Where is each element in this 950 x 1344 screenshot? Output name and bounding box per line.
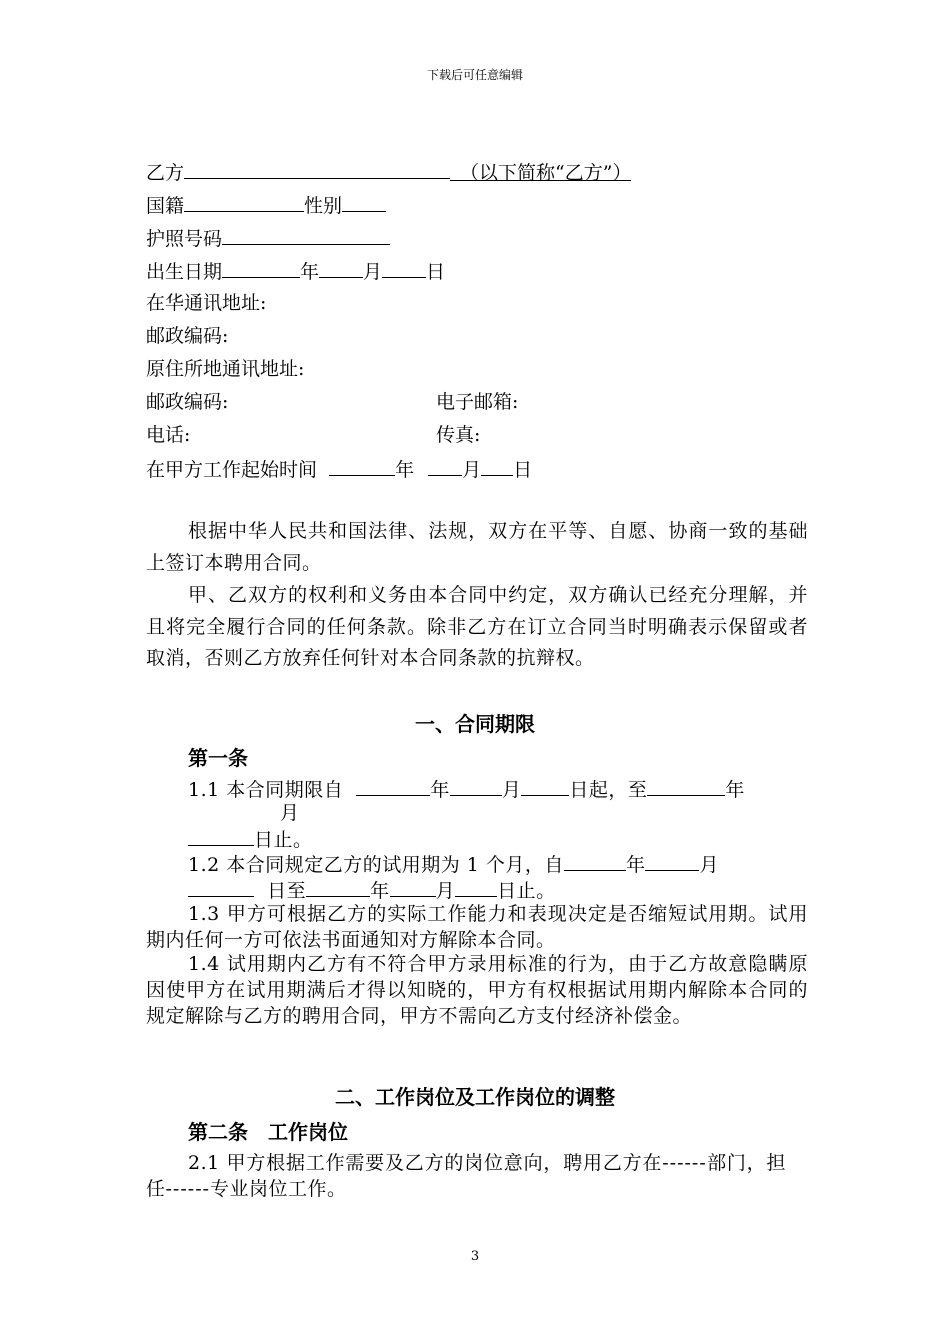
gender-blank[interactable] xyxy=(342,191,386,212)
china-address-label: 在华通讯地址: xyxy=(146,292,267,314)
probation-end-month-blank[interactable] xyxy=(390,876,436,897)
probation-end-year-label: 年 xyxy=(370,880,390,902)
party-b-name-blank[interactable] xyxy=(184,158,450,179)
clause-1-4: 1.4 试用期内乙方有不符合甲方录用标准的行为，由于乙方故意隐瞒原因使甲方在试用期满后才得以知晓的，甲方有权根据试用期内解除本合同的规定解除与乙方的聘用合同，甲方不需向乙方支付经济补偿金。 xyxy=(146,953,808,1027)
birth-day-blank[interactable] xyxy=(382,257,426,278)
clause-1-1-prefix: 1.1 本合同期限自 xyxy=(188,779,344,801)
probation-start-year-label: 年 xyxy=(625,854,646,876)
term-end-year-blank[interactable] xyxy=(647,775,725,796)
page-number: 3 xyxy=(470,1249,480,1264)
start-day-label: 日 xyxy=(513,459,533,481)
email-label: 电子邮箱: xyxy=(436,391,519,413)
term-start-month-blank[interactable] xyxy=(450,775,502,796)
passport-blank[interactable] xyxy=(222,224,390,245)
home-address-label: 原住所地通讯地址: xyxy=(146,358,305,380)
term-end-day-blank[interactable] xyxy=(188,825,254,846)
passport-label: 护照号码 xyxy=(146,228,223,250)
clause-1-2-prefix: 1.2 本合同规定乙方的试用期为 1 个月，自 xyxy=(188,854,564,876)
nationality-blank[interactable] xyxy=(184,191,304,212)
term-start-year-blank[interactable] xyxy=(356,775,430,796)
section-1-title: 一、合同期限 xyxy=(415,712,535,736)
probation-end-month-label: 月 xyxy=(435,880,456,902)
article-2-title: 第二条 工作岗位 xyxy=(188,1120,348,1144)
birth-date-line xyxy=(146,257,445,285)
birth-year-label: 年 xyxy=(300,261,320,283)
clause-2-1 xyxy=(146,1150,786,1202)
phone-label: 电话: xyxy=(146,424,191,446)
passport-line xyxy=(146,224,390,252)
clause-2-1-part-c: 专业岗位工作。 xyxy=(210,1178,347,1200)
party-b-alias: （以下简称“乙方”） xyxy=(450,160,631,181)
position-blank[interactable]: ------ xyxy=(165,1178,211,1200)
clause-2-1-part-a: 2.1 甲方根据工作需要及乙方的岗位意向，聘用乙方在 xyxy=(188,1152,663,1174)
birth-month-label: 月 xyxy=(363,261,383,283)
gender-label: 性别 xyxy=(304,195,343,217)
intro-paragraph-2: 甲、乙双方的权利和义务由本合同中约定，双方确认已经充分理解，并且将完全履行合同的任何条款。除非乙方在订立合同当时明确表示保留或者取消，否则乙方放弃任何针对本合同条款的抗辩权。 xyxy=(146,584,808,669)
department-blank[interactable]: ------ xyxy=(662,1152,707,1174)
start-month-blank[interactable] xyxy=(428,455,462,476)
clause-1-2-cont-line xyxy=(188,876,556,904)
probation-start-month-blank[interactable] xyxy=(645,850,699,871)
term-start-year-label: 年 xyxy=(430,779,450,801)
probation-end-year-blank[interactable] xyxy=(306,876,370,897)
birth-year-blank[interactable] xyxy=(222,257,300,278)
start-month-label: 月 xyxy=(462,459,482,481)
term-end-year-label: 年 xyxy=(725,779,745,801)
intro-paragraph-1: 根据中华人民共和国法律、法规，双方在平等、自愿、协商一致的基础上签订本聘用合同。 xyxy=(146,520,808,574)
term-end-month-label: 月 xyxy=(280,802,300,824)
clause-2-1-part-b: 部门，担任 xyxy=(146,1152,786,1200)
party-b-label: 乙方 xyxy=(146,162,185,184)
clause-1-3: 1.3 甲方可根据乙方的实际工作能力和表现决定是否缩短试用期。试用期内任何一方可依法书面通知对方解除本合同。 xyxy=(146,903,808,951)
nationality-label: 国籍 xyxy=(146,195,185,217)
probation-start-year-blank[interactable] xyxy=(564,850,626,871)
fax-label: 传真: xyxy=(436,424,481,446)
clause-1-1-end: 日止。 xyxy=(254,829,313,851)
start-year-label: 年 xyxy=(395,459,415,481)
start-year-blank[interactable] xyxy=(329,455,395,476)
term-start-day-label: 日起，至 xyxy=(569,779,648,801)
term-start-day-blank[interactable] xyxy=(521,775,569,796)
probation-start-day-blank[interactable] xyxy=(188,876,254,897)
probation-day-to-label: 日至 xyxy=(267,880,307,902)
clause-1-1-line xyxy=(188,775,745,803)
probation-end-day-blank[interactable] xyxy=(455,876,497,897)
start-time-line xyxy=(146,455,532,483)
nationality-line xyxy=(146,191,386,219)
birth-date-label: 出生日期 xyxy=(146,261,223,283)
probation-start-month-label: 月 xyxy=(699,854,719,876)
birth-month-blank[interactable] xyxy=(319,257,363,278)
section-2-title: 二、工作岗位及工作岗位的调整 xyxy=(335,1085,615,1109)
page-header: 下载后可任意编辑 xyxy=(426,68,523,82)
birth-day-label: 日 xyxy=(426,261,446,283)
clause-1-1-end-line xyxy=(188,825,313,853)
postal-code-label-2: 邮政编码: xyxy=(146,391,229,413)
postal-code-label-1: 邮政编码: xyxy=(146,325,229,347)
clause-1-2-line xyxy=(188,850,719,878)
start-day-blank[interactable] xyxy=(481,455,513,476)
clause-1-2-end: 日止。 xyxy=(497,880,556,902)
term-start-month-label: 月 xyxy=(501,779,522,801)
party-b-line xyxy=(146,158,631,186)
article-1-title: 第一条 xyxy=(188,746,248,770)
start-time-label: 在甲方工作起始时间 xyxy=(146,459,318,481)
